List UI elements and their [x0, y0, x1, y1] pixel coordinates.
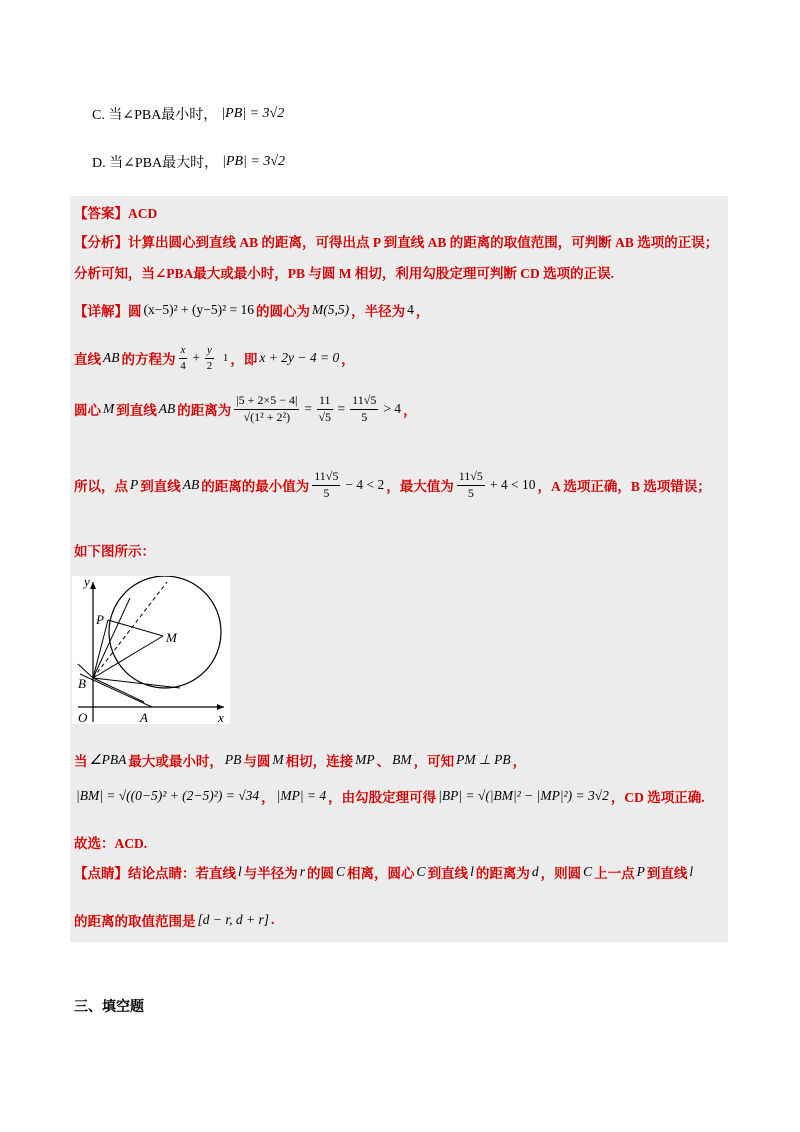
- analysis-text-2: 分析可知，当∠PBA最大或最小时，PB 与圆 M 相切，利用勾股定理可判断 CD 选项的正误.: [74, 266, 615, 281]
- fraction-x-over-4: [179, 344, 188, 372]
- fraction-numerator: |5 + 2×5 − 4|: [234, 394, 299, 410]
- symbol-l: l: [238, 864, 242, 879]
- y-axis-arrow: [90, 582, 96, 589]
- circle-center: M(5,5): [312, 302, 350, 317]
- detail-text: 、: [376, 754, 391, 769]
- fraction-denominator: √(1² + 2²): [243, 409, 291, 424]
- detail-line-7: [74, 786, 705, 806]
- bm-length: |BM| = √((0−5)² + (2−5)²) = √34: [76, 788, 260, 803]
- symbol-p: P: [636, 864, 645, 879]
- option-d-text: D. 当∠PBA最大时，: [92, 156, 219, 171]
- segment-mp: MP: [355, 752, 375, 767]
- fraction-denominator: 5: [467, 485, 474, 500]
- detail-text: ，: [341, 352, 355, 368]
- line-equation: x + 2y − 4 = 0: [259, 350, 340, 366]
- dashed-line-bm: [93, 582, 167, 678]
- line-ab-shape: [80, 674, 152, 707]
- analysis-text-1: 【分析】计算出圆心到直线 AB 的距离，可得出点 P 到直线 AB 的距离的取值范围，可判断 AB 选项的正误；: [74, 235, 719, 250]
- point-m: M: [272, 752, 284, 767]
- circle-radius: 4: [407, 302, 414, 317]
- detail-text: ，半径为: [351, 304, 406, 319]
- detail-text: ，: [261, 790, 275, 805]
- dianjing-text: 相离，圆心: [347, 866, 415, 881]
- symbol-c: C: [336, 864, 346, 879]
- analysis-line-2: [74, 262, 614, 282]
- detail-text: ，A 选项正确，B 选项错误；: [537, 479, 711, 495]
- symbol-d: d: [531, 864, 539, 879]
- equation-rhs: 1: [222, 352, 229, 365]
- min-value: − 4 < 2: [345, 477, 385, 493]
- detail-text: ，: [403, 403, 417, 419]
- plus-sign: +: [192, 350, 201, 366]
- detail-text: 的距离的最小值为: [201, 479, 310, 495]
- distance-range: [d − r, d + r]: [197, 912, 269, 927]
- detail-text: 与圆: [243, 754, 271, 769]
- perpendicular-relation: PM ⊥ PB: [456, 752, 511, 767]
- detail-text: 如下图所示：: [74, 544, 155, 559]
- circle-m: [109, 576, 221, 688]
- detail-text: ，即: [230, 352, 258, 368]
- fraction-numerator: x: [179, 344, 188, 359]
- section-title: 三、填空题: [74, 998, 144, 1014]
- detail-line-1: [74, 300, 429, 320]
- detail-text: 的圆心为: [256, 304, 311, 319]
- distance-fraction-3: [350, 394, 378, 425]
- segment-pb: PB: [224, 752, 242, 767]
- detail-text: 相切，连接: [285, 754, 354, 769]
- geometry-svg: [72, 576, 230, 724]
- angle-pba: ∠PBA: [89, 752, 127, 767]
- equals-sign: =: [337, 401, 346, 417]
- label-a: A: [140, 710, 148, 724]
- label-x: x: [218, 710, 224, 724]
- option-c: [92, 104, 284, 124]
- dianjing-text: 的圆: [307, 866, 335, 881]
- fraction-y-over-2: [205, 344, 214, 372]
- detail-text: ，可知: [413, 754, 455, 769]
- fraction-denominator: 5: [361, 409, 368, 424]
- detail-text: ，由勾股定理可得: [328, 790, 437, 805]
- geometry-figure: [72, 576, 230, 724]
- analysis-line-1: [74, 231, 718, 251]
- detail-text: ，: [512, 754, 527, 769]
- detail-text: ，: [415, 304, 430, 319]
- option-d-value: |PB| = 3√2: [222, 154, 286, 169]
- max-value: + 4 < 10: [489, 477, 536, 493]
- segment-bm-text: BM: [392, 752, 412, 767]
- detail-text: ，最大值为: [386, 479, 454, 495]
- detail-text: 的距离为: [177, 403, 232, 419]
- option-d: [92, 152, 285, 172]
- segment-bm: [93, 636, 163, 678]
- fraction-denominator: √5: [318, 409, 332, 424]
- dianjing-text: 【点睛】结论点睛：若直线: [74, 866, 236, 881]
- detail-line-6: [74, 750, 526, 770]
- final-answer: 故选：ACD.: [74, 836, 148, 851]
- dianjing-text: 上一点: [594, 866, 635, 881]
- detail-text: 当: [74, 754, 88, 769]
- line-ab: AB: [103, 350, 120, 366]
- detail-text: 所以，点: [74, 479, 128, 495]
- fraction-numerator: 11√5: [312, 470, 340, 486]
- label-p: P: [96, 612, 104, 627]
- option-c-text: C. 当∠PBA最小时，: [92, 108, 218, 123]
- equals-sign: =: [304, 401, 312, 417]
- dianjing-line-1: [74, 862, 695, 882]
- label-o: O: [78, 710, 88, 724]
- fraction-numerator: 11√5: [350, 394, 378, 410]
- option-c-value: |PB| = 3√2: [221, 106, 285, 121]
- fraction-denominator: 5: [323, 485, 330, 500]
- dianjing-text: ，则圆: [540, 866, 582, 881]
- detail-text: 【详解】圆: [74, 304, 142, 319]
- detail-text: ，CD 选项正确.: [610, 790, 705, 805]
- label-m: M: [166, 630, 177, 645]
- detail-text: 到直线: [140, 479, 181, 495]
- fraction-numerator: 11: [317, 394, 333, 410]
- detail-text: 直线: [74, 352, 101, 368]
- point-p: P: [130, 477, 139, 493]
- dianjing-text: 的距离的取值范围是: [74, 914, 196, 929]
- dianjing-text: 到直线: [427, 866, 469, 881]
- label-y: y: [84, 576, 90, 589]
- detail-line-4: [74, 470, 711, 501]
- answer-line: [74, 202, 157, 222]
- distance-fraction-2: [317, 394, 333, 425]
- line-ab: AB: [158, 401, 176, 417]
- point-m: M: [103, 401, 115, 417]
- bp-length: |BP| = √(|BM|² − |MP|²) = 3√2: [438, 788, 609, 803]
- mp-length: |MP| = 4: [276, 788, 327, 803]
- circle-equation: (x−5)² + (y−5)² = 16: [143, 302, 255, 317]
- detail-line-3: [74, 394, 417, 425]
- dianjing-text: 与半径为: [243, 866, 298, 881]
- max-fraction: [457, 470, 485, 501]
- comparison: > 4: [383, 401, 402, 417]
- dianjing-line-2: [74, 910, 274, 930]
- detail-text: 的方程为: [121, 352, 176, 368]
- tangent-bp: [93, 620, 108, 678]
- detail-text: 最大或最小时，: [128, 754, 223, 769]
- distance-fraction: [234, 394, 299, 425]
- symbol-c: C: [416, 864, 426, 879]
- fraction-denominator: 4: [180, 359, 186, 372]
- detail-line-8: [74, 832, 147, 852]
- dianjing-text: 到直线: [646, 866, 688, 881]
- dianjing-text: 的距离为: [475, 866, 530, 881]
- answer-label: 【答案】ACD: [74, 206, 158, 221]
- dianjing-text: .: [271, 912, 275, 927]
- symbol-l: l: [689, 864, 694, 879]
- fraction-numerator: 11√5: [457, 470, 485, 486]
- symbol-r: r: [299, 864, 306, 879]
- detail-line-2: [74, 344, 355, 372]
- line-b-lower: [93, 678, 144, 702]
- fraction-denominator: 2: [206, 359, 213, 372]
- label-b: B: [78, 676, 86, 691]
- detail-text: 到直线: [116, 403, 157, 419]
- tangent-lower: [93, 678, 180, 688]
- detail-text: 圆心: [74, 403, 101, 419]
- min-fraction: [312, 470, 340, 501]
- symbol-c: C: [583, 864, 593, 879]
- detail-line-5: [74, 540, 155, 560]
- symbol-l: l: [470, 864, 474, 879]
- line-ab: AB: [182, 477, 200, 493]
- fraction-numerator: y: [205, 344, 214, 359]
